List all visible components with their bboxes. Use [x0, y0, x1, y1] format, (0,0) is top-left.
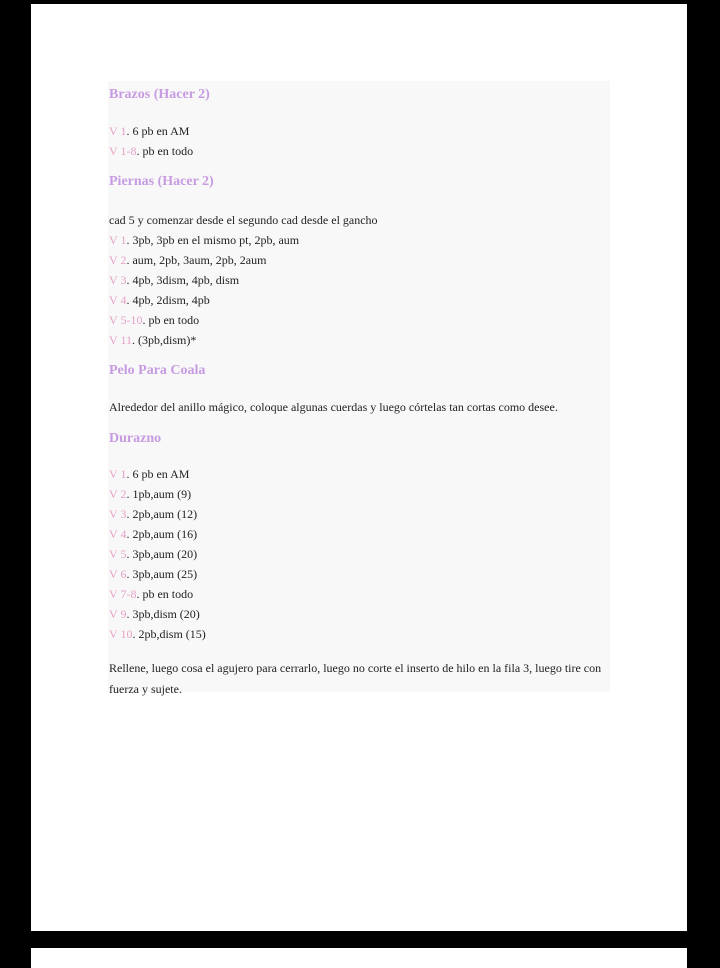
- document-page: [31, 4, 687, 931]
- row-label: V 5: [109, 547, 127, 561]
- list-item: [109, 121, 610, 141]
- row-label: V 6: [109, 567, 127, 581]
- heading-pelo: Pelo Para Coala: [109, 363, 206, 378]
- durazno-rows: [109, 464, 610, 644]
- row-text: . aum, 2pb, 3aum, 2pb, 2aum: [126, 253, 267, 267]
- next-page-edge: [31, 948, 687, 968]
- row-label: V 1-8: [109, 144, 137, 158]
- list-item: [109, 484, 610, 504]
- row-label: V 10: [109, 627, 133, 641]
- row-label: V 4: [109, 527, 127, 541]
- row-text: . 3pb,aum (25): [126, 567, 198, 581]
- list-item: [109, 464, 610, 484]
- pattern-content: [108, 81, 610, 696]
- row-label: V 1: [109, 124, 127, 138]
- list-item: [109, 604, 610, 624]
- row-label: V 7-8: [109, 587, 137, 601]
- list-item: [109, 584, 610, 604]
- row-text: . 3pb, 3pb en el mismo pt, 2pb, aum: [126, 233, 300, 247]
- heading-brazos: Brazos (Hacer 2): [109, 87, 210, 102]
- list-item: [109, 524, 610, 544]
- list-item: [109, 141, 610, 161]
- list-item: [109, 310, 610, 330]
- row-label: V 3: [109, 273, 127, 287]
- row-label: V 9: [109, 607, 127, 621]
- list-item: [109, 564, 610, 584]
- row-label: V 11: [109, 333, 133, 347]
- list-item: [109, 270, 610, 290]
- row-label: V 4: [109, 293, 127, 307]
- row-text: . 6 pb en AM: [126, 467, 190, 481]
- row-text: . 1pb,aum (9): [126, 487, 192, 501]
- row-label: V 2: [109, 487, 127, 501]
- row-text: . pb en todo: [136, 587, 194, 601]
- row-text: . 6 pb en AM: [126, 124, 190, 138]
- list-item: [109, 544, 610, 564]
- list-item: [109, 250, 610, 270]
- row-text: . (3pb,dism)*: [132, 333, 197, 347]
- list-item: [109, 330, 610, 350]
- heading-durazno: Durazno: [109, 431, 162, 446]
- row-text: . pb en todo: [136, 144, 194, 158]
- list-item: [109, 624, 610, 644]
- row-text: . pb en todo: [142, 313, 200, 327]
- durazno-closing: Rellene, luego cosa el agujero para cerrarlo, luego no corte el inserto de hilo en la fila 3, luego tire con fuerza y sujete.: [109, 661, 602, 696]
- brazos-rows: [109, 121, 610, 161]
- list-item: [109, 290, 610, 310]
- pelo-text: Alrededor del anillo mágico, coloque algunas cuerdas y luego córtelas tan cortas como desee.: [109, 400, 558, 414]
- row-text: . 2pb,dism (15): [132, 627, 206, 641]
- list-item: [109, 230, 610, 250]
- row-label: V 2: [109, 253, 127, 267]
- row-label: V 1: [109, 467, 127, 481]
- list-item: [109, 504, 610, 524]
- row-label: V 5-10: [109, 313, 143, 327]
- heading-piernas: Piernas (Hacer 2): [109, 174, 214, 189]
- piernas-rows: [109, 230, 610, 350]
- row-text: . 4pb, 2dism, 4pb: [126, 293, 210, 307]
- row-text: . 2pb,aum (16): [126, 527, 198, 541]
- row-text: . 3pb,dism (20): [126, 607, 200, 621]
- row-text: . 2pb,aum (12): [126, 507, 198, 521]
- piernas-intro: cad 5 y comenzar desde el segundo cad desde el gancho: [109, 213, 378, 227]
- row-label: V 1: [109, 233, 127, 247]
- row-label: V 3: [109, 507, 127, 521]
- row-text: . 4pb, 3dism, 4pb, dism: [126, 273, 240, 287]
- row-text: . 3pb,aum (20): [126, 547, 198, 561]
